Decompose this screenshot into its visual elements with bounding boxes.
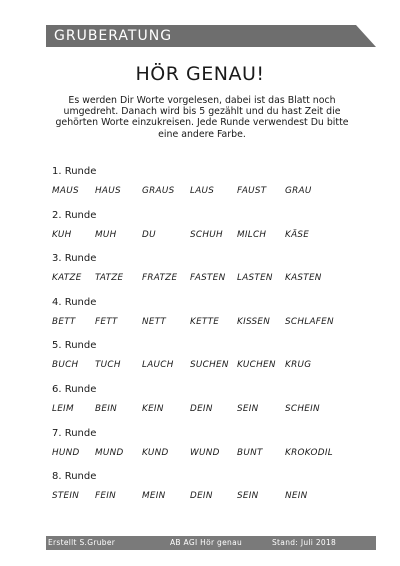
word-option[interactable]: DEIN <box>190 404 213 414</box>
round-label: 7. Runde <box>52 427 97 439</box>
word-option[interactable]: SEIN <box>237 491 259 502</box>
word-option[interactable]: KUH <box>52 229 72 240</box>
word-option[interactable]: MILCH <box>237 229 267 240</box>
word-option[interactable]: MEIN <box>142 491 166 502</box>
word-option[interactable]: FEIN <box>95 491 116 502</box>
footer-sheet: AB AGI Hör genau <box>170 538 243 547</box>
word-option[interactable]: SCHEIN <box>285 404 320 414</box>
word-option[interactable]: SCHLAFEN <box>285 316 334 327</box>
word-option[interactable]: BEIN <box>95 404 117 414</box>
word-option[interactable]: KASTEN <box>285 273 322 284</box>
word-option[interactable]: KEIN <box>142 404 164 414</box>
word-option[interactable]: MUND <box>95 447 124 458</box>
word-option[interactable]: KISSEN <box>237 316 271 327</box>
round-label: 2. Runde <box>52 209 97 221</box>
word-option[interactable]: DU <box>142 229 156 240</box>
word-option[interactable]: WUND <box>190 447 220 458</box>
banner-title: GRUBERATUNG <box>54 28 173 44</box>
word-option[interactable]: GRAU <box>285 186 312 196</box>
word-option[interactable]: GRAUS <box>142 186 175 196</box>
round-label: 6. Runde <box>52 384 97 395</box>
word-option[interactable]: FETT <box>95 316 118 327</box>
page-title: HÖR GENAU! <box>135 63 265 85</box>
word-option[interactable]: DEIN <box>190 491 213 502</box>
word-option[interactable]: LEIM <box>52 404 74 414</box>
round-label: 1. Runde <box>52 166 97 177</box>
word-option[interactable]: KRUG <box>285 360 312 371</box>
word-option[interactable]: KUND <box>142 447 169 458</box>
word-option[interactable]: KATZE <box>52 273 82 284</box>
word-option[interactable]: FRATZE <box>142 273 178 284</box>
word-option[interactable]: FASTEN <box>190 273 226 284</box>
header-banner <box>46 25 376 47</box>
word-option[interactable]: NETT <box>142 316 167 327</box>
word-option[interactable]: STEIN <box>52 491 80 502</box>
round-label: 5. Runde <box>52 340 97 352</box>
word-option[interactable]: KROKODIL <box>285 447 333 458</box>
word-option[interactable]: KUCHEN <box>237 360 276 371</box>
word-option[interactable]: MUH <box>95 229 117 240</box>
round-label: 8. Runde <box>52 471 97 483</box>
word-option[interactable]: BUCH <box>52 360 79 371</box>
round-label: 3. Runde <box>52 253 97 265</box>
word-option[interactable]: TUCH <box>95 360 121 371</box>
word-option[interactable]: LAUCH <box>142 360 174 371</box>
word-option[interactable]: SUCHEN <box>190 360 229 371</box>
word-option[interactable]: NEIN <box>285 491 308 502</box>
word-option[interactable]: HUND <box>52 447 80 458</box>
word-option[interactable]: LASTEN <box>237 273 273 284</box>
word-option[interactable]: SEIN <box>237 404 259 414</box>
word-option[interactable]: KÄSE <box>285 229 310 240</box>
word-option[interactable]: SCHUH <box>190 229 223 240</box>
footer-author: Erstellt S.Gruber <box>48 538 116 547</box>
word-option[interactable]: LAUS <box>190 186 215 196</box>
footer-bar <box>46 536 376 550</box>
round-label: 4. Runde <box>52 296 97 308</box>
word-option[interactable]: MAUS <box>52 186 79 196</box>
word-option[interactable]: BUNT <box>237 447 263 458</box>
word-option[interactable]: FAUST <box>237 186 267 196</box>
word-option[interactable]: TATZE <box>95 273 124 284</box>
word-option[interactable]: HAUS <box>95 186 121 196</box>
instructions-text: Es werden Dir Worte vorgelesen, dabei ist das Blatt noch umgedreht. Danach wird bis 5 gezählt und du hast Zeit die gehörten Worte einzukreisen. Jede Runde verwendest Du bitte eine andere Farbe. <box>55 95 349 140</box>
footer-date: Stand: Juli 2018 <box>272 538 337 547</box>
word-option[interactable]: KETTE <box>190 316 220 327</box>
word-option[interactable]: BETT <box>52 316 76 327</box>
